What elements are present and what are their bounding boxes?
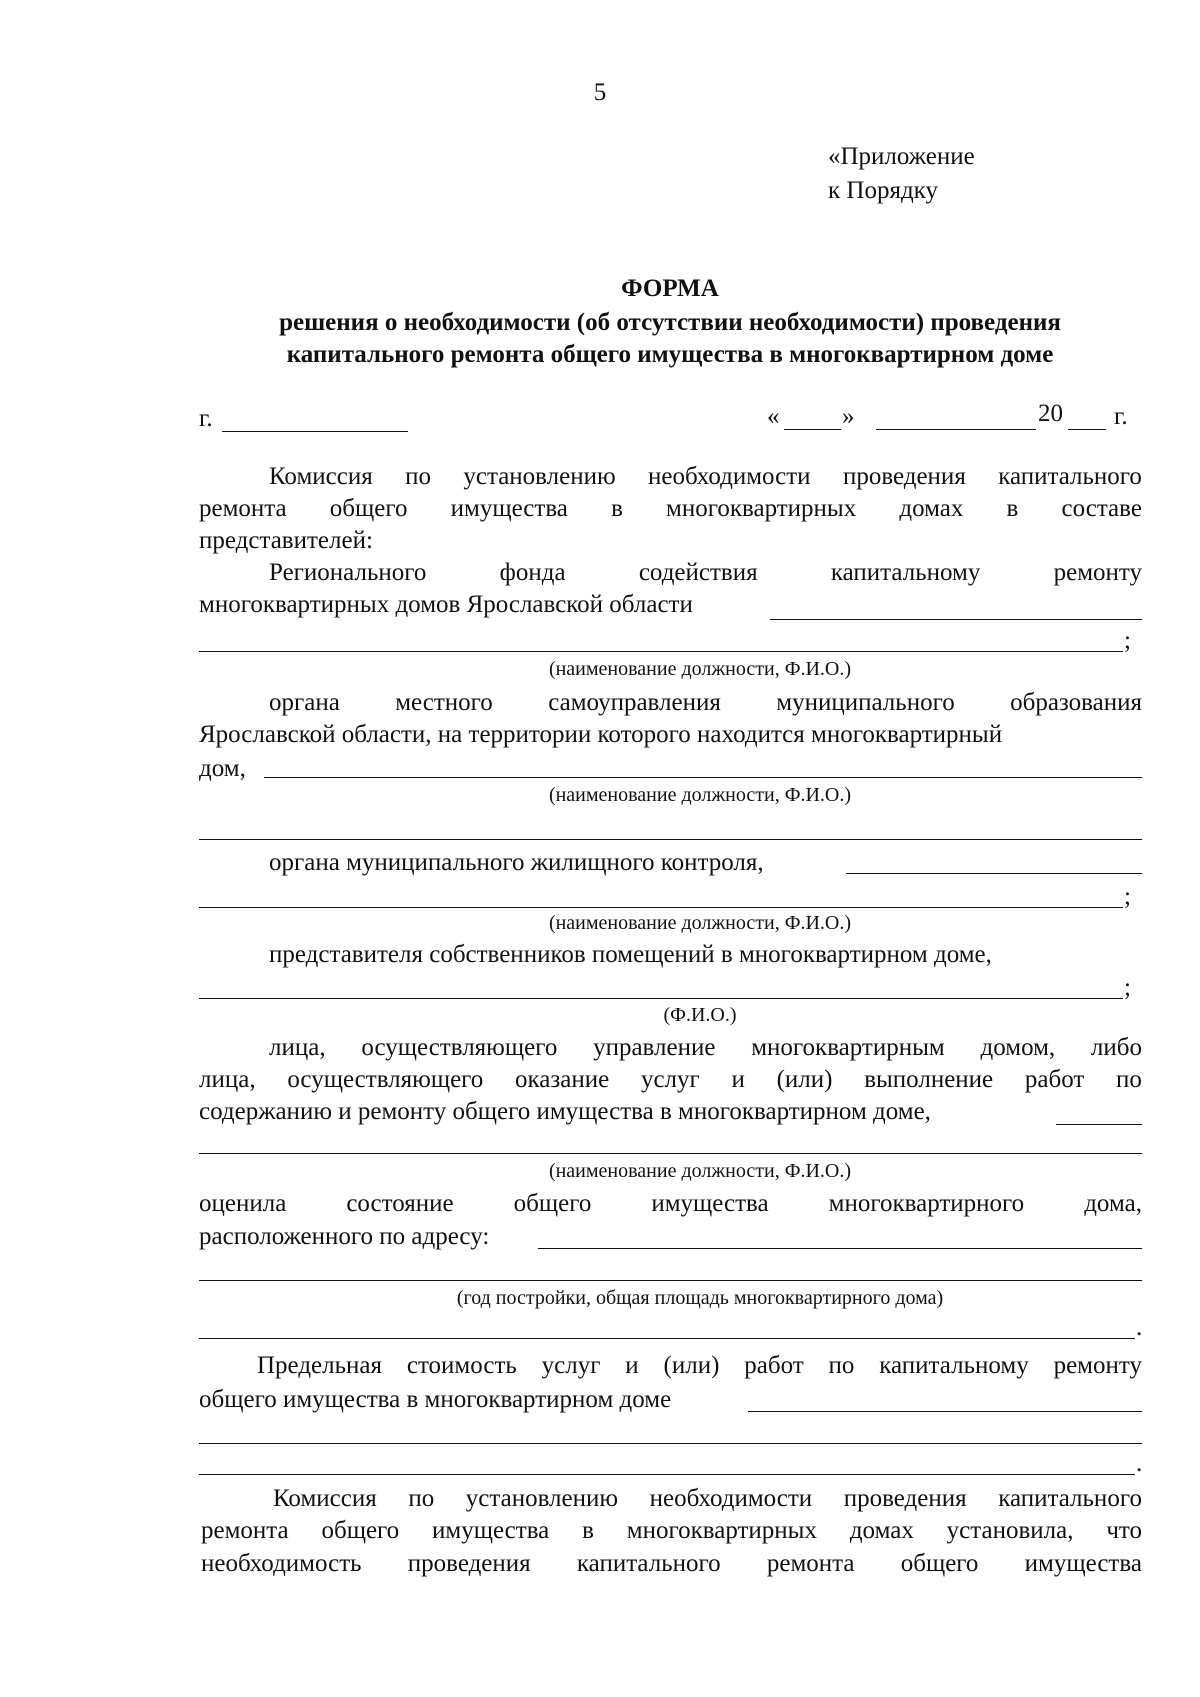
city-blank[interactable] <box>222 431 408 432</box>
cost-period: . <box>1136 1450 1143 1477</box>
month-blank[interactable] <box>876 429 1036 430</box>
manager-line3: содержанию и ремонту общего имущества в многоквартирном доме, <box>199 1098 931 1125</box>
housing-control-caption: (наименование должности, Ф.И.О.) <box>548 912 852 934</box>
fund-blank-1[interactable] <box>770 619 1142 620</box>
conclusion-line2: ремонта общего имущества в многоквартирных домах установила, что <box>201 1517 1142 1544</box>
owners-rep-blank[interactable] <box>199 998 1123 999</box>
fund-caption: (наименование должности, Ф.И.О.) <box>548 658 852 680</box>
fund-line2: многоквартирных домов Ярославской области <box>199 591 693 618</box>
form-subtitle-line2: капитального ремонта общего имущества в многоквартирном доме <box>286 341 1054 368</box>
housing-control-line1: органа муниципального жилищного контроля, <box>269 849 764 876</box>
manager-caption: (наименование должности, Ф.И.О.) <box>548 1160 852 1182</box>
manager-blank-1[interactable] <box>1056 1124 1142 1125</box>
city-prefix: г. <box>199 405 213 432</box>
address-blank-2[interactable] <box>199 1280 1142 1281</box>
cost-blank-3[interactable] <box>199 1474 1135 1475</box>
local-gov-line2: Ярославской области, на территории которого находится многоквартирный <box>199 721 1003 748</box>
manager-line1: лица, осуществляющего управление многоквартирным домом, либо <box>269 1034 1142 1061</box>
manager-line2: лица, осуществляющего оказание услуг и (или) выполнение работ по <box>199 1066 1142 1093</box>
local-gov-blank-2[interactable] <box>199 839 1142 840</box>
page-number: 5 <box>593 79 607 106</box>
year-suffix: г. <box>1114 403 1128 430</box>
owners-rep-semicolon: ; <box>1124 974 1131 1001</box>
local-gov-line3: дом, <box>199 755 246 782</box>
manager-blank-2[interactable] <box>199 1153 1142 1154</box>
address-blank-1[interactable] <box>538 1248 1142 1249</box>
owners-rep-caption: (Ф.И.О.) <box>663 1004 737 1026</box>
assessment-period: . <box>1136 1314 1143 1341</box>
date-quote-close: » <box>842 403 855 430</box>
fund-blank-2[interactable] <box>199 651 1123 652</box>
commission-line3: представителей: <box>199 527 373 554</box>
cost-line2: общего имущества в многоквартирном доме <box>199 1386 672 1413</box>
day-blank[interactable] <box>784 429 841 430</box>
appendix-label: «Приложение <box>828 143 975 170</box>
address-blank-3[interactable] <box>199 1338 1135 1339</box>
commission-line2: ремонта общего имущества в многоквартирных домах в составе <box>199 495 1142 522</box>
local-gov-line1: органа местного самоуправления муниципального образования <box>269 689 1142 716</box>
owners-rep-line1: представителя собственников помещений в многоквартирном доме, <box>269 941 992 968</box>
local-gov-caption: (наименование должности, Ф.И.О.) <box>548 784 852 806</box>
assessment-line1: оценила состояние общего имущества многоквартирного дома, <box>199 1190 1142 1217</box>
housing-control-semicolon: ; <box>1124 883 1131 910</box>
housing-control-blank-1[interactable] <box>846 873 1142 874</box>
year-prefix: 20 <box>1038 400 1063 427</box>
assessment-line2: расположенного по адресу: <box>199 1223 490 1250</box>
form-title: ФОРМА <box>621 275 719 302</box>
housing-control-blank-2[interactable] <box>199 907 1123 908</box>
cost-line1: Предельная стоимость услуг и (или) работ по капитальному ремонту <box>257 1352 1142 1379</box>
local-gov-blank-1[interactable] <box>264 777 1142 778</box>
appendix-order: к Порядку <box>828 177 938 204</box>
commission-line1: Комиссия по установлению необходимости проведения капитального <box>269 463 1142 490</box>
date-quote-open: « <box>767 403 780 430</box>
cost-blank-1[interactable] <box>748 1411 1142 1412</box>
conclusion-line3: необходимость проведения капитального ремонта общего имущества <box>201 1550 1142 1577</box>
conclusion-line1: Комиссия по установлению необходимости проведения капитального <box>273 1485 1142 1512</box>
assessment-caption: (год постройки, общая площадь многоквартирного дома) <box>456 1287 944 1309</box>
cost-blank-2[interactable] <box>199 1443 1142 1444</box>
year-blank[interactable] <box>1068 429 1106 430</box>
form-subtitle-line1: решения о необходимости (об отсутствии необходимости) проведения <box>279 309 1061 336</box>
fund-line1: Регионального фонда содействия капитальному ремонту <box>269 559 1142 586</box>
fund-semicolon: ; <box>1124 627 1131 654</box>
